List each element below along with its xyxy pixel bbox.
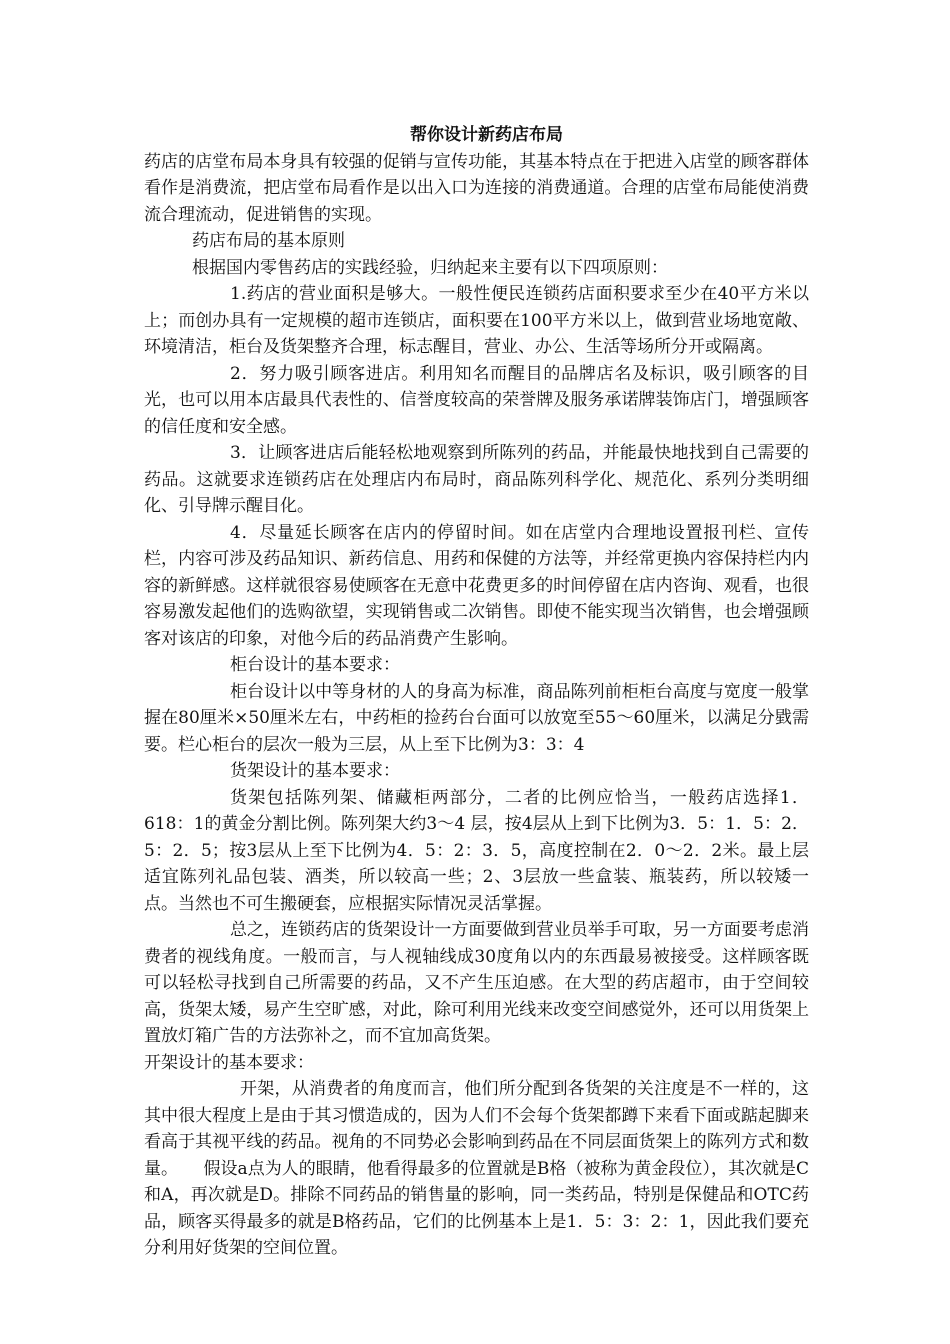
intro-paragraph: 药店的店堂布局本身具有较强的促销与宣传功能，其基本特点在于把进入店堂的顾客群体看作是消费流，把店堂布局看作是以出入口为连接的消费通道。合理的店堂布局能使消费流合理流动，促进销售的实现。 [144,151,809,225]
section-heading-open-shelf: 开架设计的基本要求： [144,1052,314,1073]
principle-4: 4．尽量延长顾客在店内的停留时间。如在店堂内合理地设置报刊栏、宣传栏，内容可涉及药品知识、新药信息、用药和保健的方法等，并经常更换内容保持栏内内容的新鲜感。这样就很容易使顾客在无意中花费更多的时间停留在店内咨询、观看，也很容易激发起他们的选购欲望，实现销售或二次销售。即使不能实现当次销售，也会增强顾客对该店的印象，对他今后的药品消费产生影响。 [144,522,809,649]
shelf-paragraph: 货架包括陈列架、储藏柜两部分，二者的比例应恰当，一般药店选择1．618：1的黄金分割比例。陈列架大约3～4 层，按4层从上到下比例为3．5：1．5：2．5：2．5；按3层从上至下比例为4．5：2：3．5，高度控制在2．0～2．2米。最上层适宜陈列礼品包装、酒类，所以较高一些；2、3层放一些盒装、瓶装药，所以较矮一点。当然也不可生搬硬套，应根据实际情况灵活掌握。 [144,787,809,914]
open-shelf-paragraph: 开架，从消费者的角度而言，他们所分配到各货架的关注度是不一样的，这其中很大程度上是由于其习惯造成的，因为人们不会每个货架都蹲下来看下面或踮起脚来看高于其视平线的药品。视角的不同势必会影响到药品在不同层面货架上的陈列方式和数量。 假设a点为人的眼睛，他看得最多的位置就是B格（被称为黄金段位），其次就是C和A，再次就是D。排除不同药品的销售量的影响，同一类药品，特别是保健品和OTC药品，顾客买得最多的就是B格药品，它们的比例基本上是1．5：3：2：1，因此我们要充分利用好货架的空间位置。 [144,1079,809,1258]
principle-1: 1.药店的营业面积是够大。一般性便民连锁药店面积要求至少在40平方米以上；而创办具有一定规模的超市连锁店，面积要在100平方米以上，做到营业场地宽敞、环境清洁，柜台及货架整齐合理，标志醒目，营业、办公、生活等场所分开或隔离。 [144,284,809,357]
principle-3: 3．让顾客进店后能轻松地观察到所陈列的药品，并能最快地找到自己需要的药品。这就要求连锁药店在处理店内布局时，商品陈列科学化、规范化、系列分类明细化、引导牌示醒目化。 [144,443,809,516]
section-heading-counter: 柜台设计的基本要求： [230,655,400,675]
section-heading-shelf: 货架设计的基本要求： [230,761,400,781]
document-page [144,118,809,1262]
counter-paragraph: 柜台设计以中等身材的人的身高为标准，商品陈列前柜柜台高度与宽度一般掌握在80厘米×50厘米左右，中药柜的捡药台台面可以放宽至55～60厘米，以满足分戥需要。栏心柜台的层次一般为三层，从上至下比例为3：3：4 [144,681,809,755]
principle-2: 2．努力吸引顾客进店。利用知名而醒目的品牌店名及标识，吸引顾客的目光，也可以用本店最具代表性的、信誉度较高的荣誉牌及服务承诺牌装饰店门，增强顾客的信任度和安全感。 [144,363,809,437]
principles-intro: 根据国内零售药店的实践经验，归纳起来主要有以下四项原则： [192,257,668,278]
section-heading-principles: 药店布局的基本原则 [192,231,345,251]
document-title: 帮你设计新药店布局 [410,125,563,145]
summary-paragraph: 总之，连锁药店的货架设计一方面要做到营业员举手可取，另一方面要考虑消费者的视线角度。一般而言，与人视轴线成30度角以内的东西最易被接受。这样顾客既可以轻松寻找到自己所需要的药品，又不产生压迫感。在大型的药店超市，由于空间较高，货架太矮，易产生空旷感，对此，除可利用光线来改变空间感觉外，还可以用货架上置放灯箱广告的方法弥补之，而不宜加高货架。 [144,920,809,1046]
